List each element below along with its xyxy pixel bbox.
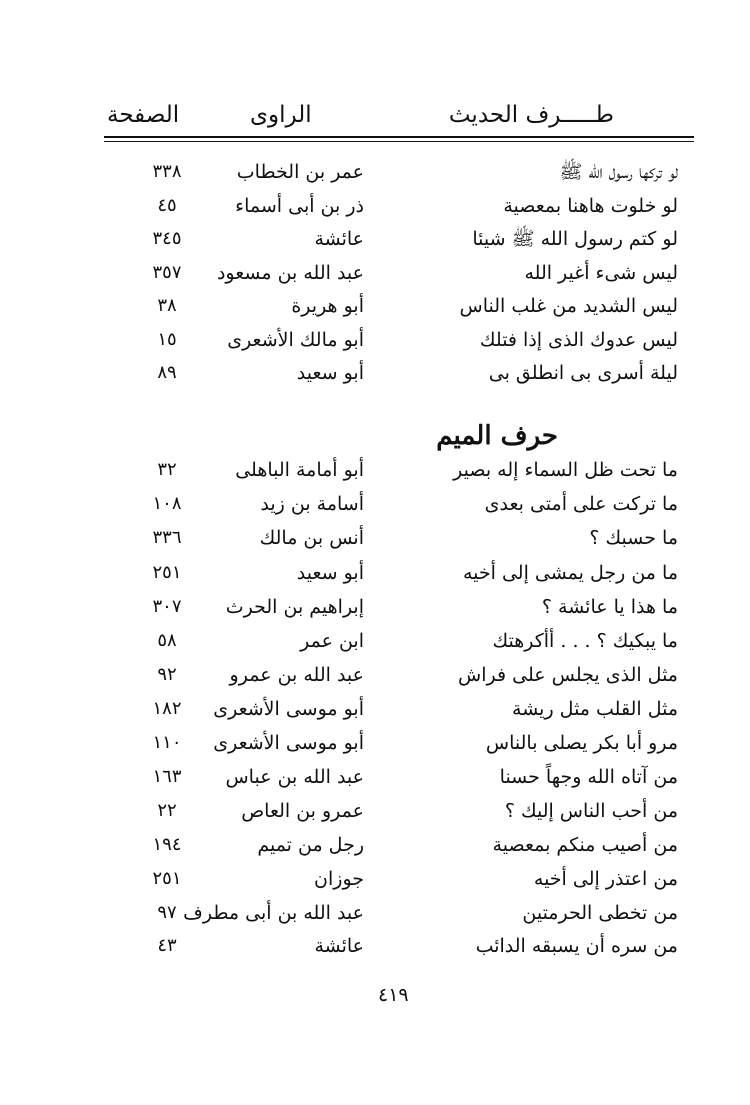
- page-number: ١١٠: [152, 732, 182, 753]
- page-number: ٨٩: [157, 362, 177, 383]
- page-number: ١٦٣: [152, 766, 182, 787]
- index-row: [104, 692, 694, 726]
- hadith-text: من تخطى الحرمتين: [522, 902, 678, 924]
- page-number: ٩٢: [157, 664, 177, 685]
- hadith-text: لو خلوت هاهنا بمعصية: [503, 195, 678, 217]
- hadith-text: ما يبكيك ؟ . . . أأكرهتك: [492, 630, 678, 652]
- hadith-text: لو تركها رسول الله ﷺ: [559, 161, 678, 183]
- narrator-name: عمرو بن العاص: [241, 800, 364, 822]
- page-number: ٤٣: [157, 935, 177, 956]
- hadith-text: من أصيب منكم بمعصية: [492, 834, 678, 856]
- hadith-text: ما هذا يا عائشة ؟: [541, 596, 678, 618]
- narrator-name: عبد الله بن عباس: [225, 766, 364, 788]
- page-number: ٩٧: [157, 902, 177, 923]
- page-number: ٣٠٧: [152, 596, 182, 617]
- index-row: [104, 794, 694, 828]
- narrator-name: عبد الله بن عمرو: [229, 664, 364, 686]
- index-row: [104, 256, 694, 290]
- index-row: [104, 521, 694, 555]
- narrator-name: أبو سعيد: [296, 562, 364, 584]
- index-row: [104, 862, 694, 896]
- page-number: ٢٥١: [152, 868, 182, 889]
- index-row: [104, 487, 694, 521]
- header-hadith: طـــــرف الحديث: [448, 102, 614, 128]
- page-number: ١٥: [157, 329, 177, 350]
- index-row: [104, 896, 694, 930]
- page-number: ١٨٢: [152, 698, 182, 719]
- hadith-text: من سره أن يسبقه الدائب: [475, 935, 678, 957]
- index-row: [104, 189, 694, 223]
- page-number: ٢٥١: [152, 562, 182, 583]
- narrator-name: عائشة: [314, 228, 364, 250]
- header-rule-thin: [104, 141, 694, 142]
- index-row: [104, 726, 694, 760]
- index-row: [104, 828, 694, 862]
- page-number: ٣٥٧: [152, 262, 182, 283]
- narrator-name: أبو مالك الأشعرى: [227, 329, 364, 351]
- index-row: [104, 760, 694, 794]
- hadith-text: ما تحت ظل السماء إله بصير: [453, 459, 678, 481]
- page-number: ٤٥: [157, 195, 177, 216]
- hadith-text: من آتاه الله وجهاً حسنا: [499, 766, 678, 788]
- header-rule-thick: [104, 136, 694, 138]
- narrator-name: أنس بن مالك: [259, 527, 364, 549]
- hadith-text: مثل الذى يجلس على فراش: [458, 664, 678, 686]
- index-row: [104, 155, 694, 189]
- index-row: [104, 590, 694, 624]
- hadith-text: ليس عدوك الذى إذا فتلك: [479, 329, 678, 351]
- page-number: ٣٣٦: [152, 527, 182, 548]
- page-number: ٢٢: [157, 800, 177, 821]
- hadith-text: من أحب الناس إليك ؟: [504, 800, 678, 822]
- hadith-text: ليس شىء أغير الله: [524, 262, 678, 284]
- narrator-name: عبد الله بن أبى مطرف: [183, 902, 364, 924]
- index-row: [104, 453, 694, 487]
- index-row: [104, 323, 694, 357]
- hadith-text: ما تركت على أمتى بعدى: [484, 493, 678, 515]
- narrator-name: إبراهيم بن الحرث: [225, 596, 364, 618]
- narrator-name: ذر بن أبى أسماء: [235, 195, 364, 217]
- page-number: ١٩٤: [152, 834, 182, 855]
- index-row: [104, 222, 694, 256]
- narrator-name: أسامة بن زيد: [260, 493, 364, 515]
- narrator-name: أبو موسى الأشعرى: [213, 732, 364, 754]
- hadith-text: مثل القلب مثل ريشة: [512, 698, 678, 720]
- header-narrator: الراوى: [250, 102, 312, 128]
- page-number: ٥٨: [157, 630, 177, 651]
- page-number: ٣٤٥: [152, 228, 182, 249]
- index-row: [104, 658, 694, 692]
- narrator-name: عبد الله بن مسعود: [216, 262, 364, 284]
- header-page: الصفحة: [107, 102, 180, 128]
- index-row: [104, 289, 694, 323]
- narrator-name: أبو هريرة: [291, 295, 364, 317]
- page-number: ٣٨: [157, 295, 177, 316]
- narrator-name: أبو موسى الأشعرى: [213, 698, 364, 720]
- index-row: [104, 356, 694, 390]
- hadith-text: ما حسبك ؟: [589, 527, 678, 549]
- hadith-text: من اعتذر إلى أخيه: [533, 868, 678, 890]
- narrator-name: ابن عمر: [300, 630, 364, 652]
- page-number: ٣٢: [157, 459, 177, 480]
- hadith-text: ليلة أسرى بى انطلق بى: [488, 362, 678, 384]
- section-heading: حرف الميم: [436, 421, 558, 451]
- hadith-text: مرو أبا بكر يصلى بالناس: [485, 732, 678, 754]
- narrator-name: أبو سعيد: [296, 362, 364, 384]
- hadith-text: لو كتم رسول الله ﷺ شيئا: [472, 228, 678, 250]
- narrator-name: رجل من تميم: [257, 834, 364, 856]
- footer-page-number: ٤١٩: [378, 984, 409, 1006]
- page-number: ٣٣٨: [152, 161, 182, 182]
- narrator-name: جوزان: [314, 868, 364, 890]
- page-number: ١٠٨: [152, 493, 182, 514]
- index-row: [104, 556, 694, 590]
- hadith-text: ليس الشديد من غلب الناس: [459, 295, 678, 317]
- table-header: [104, 96, 694, 136]
- narrator-name: عمر بن الخطاب: [236, 161, 364, 183]
- narrator-name: أبو أمامة الباهلى: [235, 459, 364, 481]
- index-row: [104, 624, 694, 658]
- index-row: [104, 929, 694, 963]
- narrator-name: عائشة: [314, 935, 364, 957]
- hadith-text: ما من رجل يمشى إلى أخيه: [462, 562, 678, 584]
